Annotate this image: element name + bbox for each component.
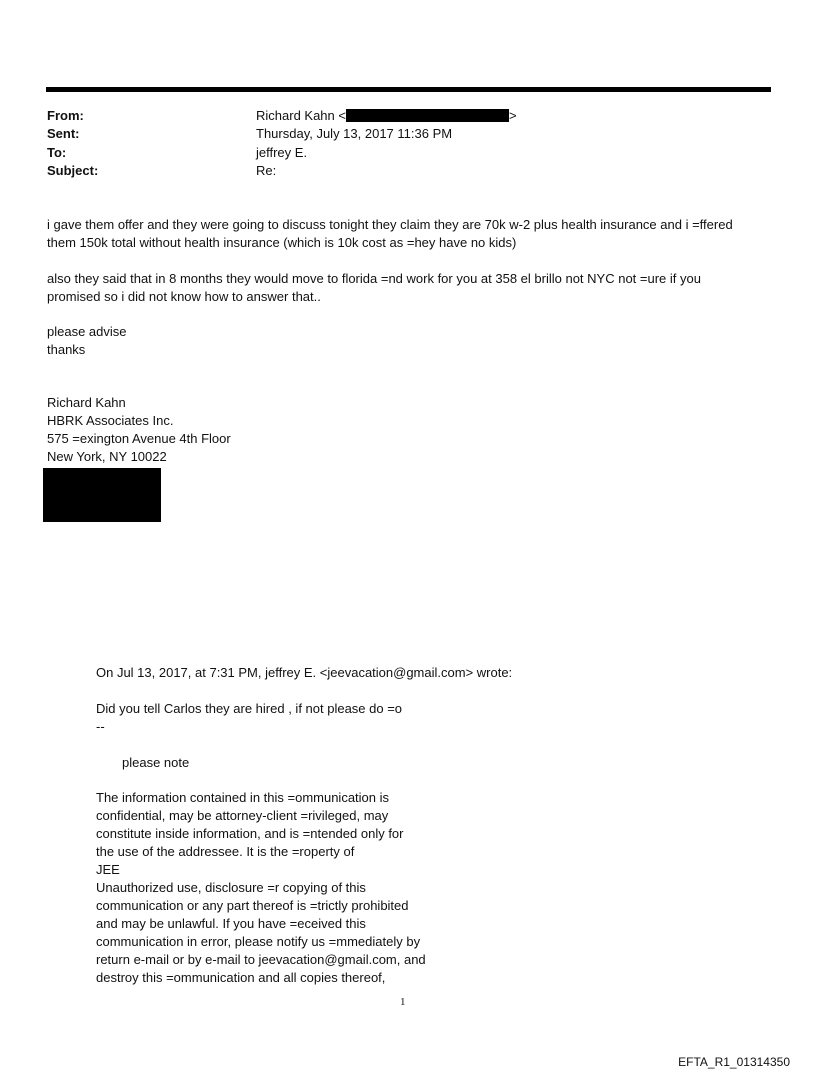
body-paragraph-closing: please advise thanks bbox=[47, 324, 127, 357]
disclaimer-block: The information contained in this =ommunication is confidential, may be attorney-client =rivileged, may constitute inside information, and is =ntended only for the use of the addressee. It is the =roperty of JEE Unauthorized use, disclosure =r copying of this communication or any part thereof is =trictly prohibited and may be unlawful. If you have =eceived this communication in error, please notify us =mmediately by return e-mail or by e-mail to jeevacation@gmail.com, and destroy this =ommunication and all copies thereof, bbox=[96, 790, 426, 985]
to-value: jeffrey E. bbox=[256, 145, 308, 160]
signature-address: 575 =exington Avenue 4th Floor bbox=[47, 431, 231, 446]
page-number: 1 bbox=[400, 996, 406, 1008]
body-paragraph-offer: i gave them offer and they were going to discuss tonight they claim they are 70k w-2 plus health insurance and i =ffered them 150k total without health insurance (which is 10k cost as =hey have no kids) bbox=[47, 217, 733, 250]
signature-name: Richard Kahn bbox=[47, 395, 126, 410]
body-paragraph-florida: also they said that in 8 months they would move to florida =nd work for you at 358 el brillo not NYC not =ure if you promised so i did not know how to answer that.. bbox=[47, 271, 701, 304]
from-name: Richard Kahn < bbox=[256, 108, 346, 123]
sent-value: Thursday, July 13, 2017 11:36 PM bbox=[256, 126, 453, 141]
quoted-intro: On Jul 13, 2017, at 7:31 PM, jeffrey E. <jeevacation@gmail.com> wrote: bbox=[96, 665, 513, 680]
signature-separator: -- bbox=[96, 719, 105, 734]
from-close: > bbox=[508, 108, 517, 123]
subject-label: Subject: bbox=[47, 163, 99, 178]
from-email-redaction bbox=[346, 109, 509, 122]
signature-block bbox=[47, 394, 777, 466]
phone-redaction bbox=[43, 468, 161, 522]
to-label: To: bbox=[47, 145, 67, 160]
signature-city: New York, NY 10022 bbox=[47, 449, 167, 464]
document-id: EFTA_R1_01314350 bbox=[678, 1055, 790, 1069]
subject-value: Re: bbox=[256, 163, 277, 178]
header-rule bbox=[46, 87, 771, 92]
please-note: please note bbox=[122, 755, 190, 770]
sent-label: Sent: bbox=[47, 126, 80, 141]
signature-company: HBRK Associates Inc. bbox=[47, 413, 174, 428]
from-value bbox=[256, 107, 517, 125]
quoted-message: Did you tell Carlos they are hired , if not please do =o bbox=[96, 701, 403, 716]
from-label: From: bbox=[47, 108, 84, 123]
